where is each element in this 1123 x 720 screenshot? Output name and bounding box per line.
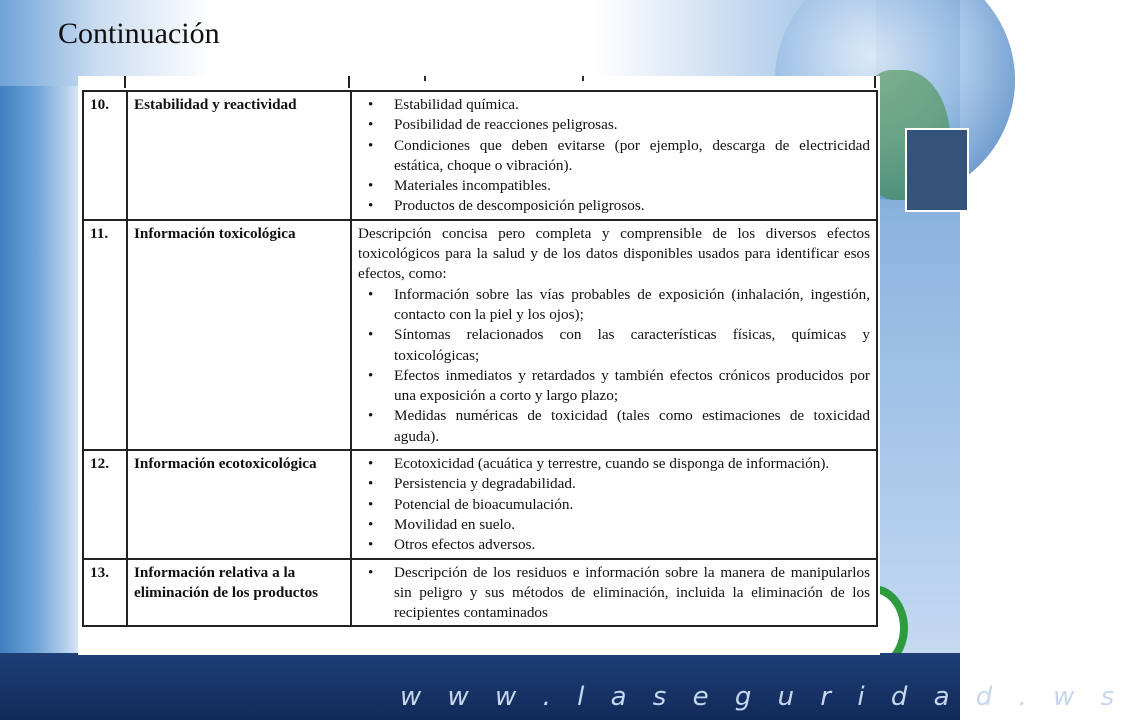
document-scan <box>78 76 880 655</box>
bullet-item: • Posibilidad de reacciones peligrosas. <box>358 115 870 135</box>
bullet-item: • Descripción de los residuos e información sobre la manera de manipularlos sin peligro y sus métodos de eliminación, incluida la eliminación de los recipientes contaminados <box>358 563 870 624</box>
bullet-item: • Movilidad en suelo. <box>358 515 870 535</box>
cut-text-fragment <box>582 76 584 81</box>
table-row <box>83 559 877 627</box>
bullet-item: • Condiciones que deben evitarse (por ejemplo, descarga de electricidad estática, choque o vibración). <box>358 136 870 177</box>
bullet-item: • Información sobre las vías probables de exposición (inhalación, ingestión, contacto con la piel y los ojos); <box>358 285 870 326</box>
bullet-item: • Persistencia y degradabilidad. <box>358 474 870 494</box>
section-description <box>351 559 877 627</box>
section-title: Información toxicológica <box>127 220 351 450</box>
section-description <box>351 450 877 558</box>
cut-text-fragment <box>424 76 426 81</box>
description-intro: Descripción concisa pero completa y comprensible de los diversos efectos toxicológicos para la salud y de los datos disponibles usados para identificar esos efectos, como: <box>358 224 870 283</box>
slide-title: Continuación <box>58 17 220 50</box>
bullet-list <box>358 95 870 217</box>
section-number: 11. <box>83 220 127 450</box>
table-row <box>83 450 877 558</box>
website-url: w w w . l a s e g u r i d a d . w s <box>400 682 1123 712</box>
bullet-item: • Medidas numéricas de toxicidad (tales como estimaciones de toxicidad aguda). <box>358 406 870 447</box>
bullet-item: • Ecotoxicidad (acuática y terrestre, cuando se disponga de información). <box>358 454 870 474</box>
table-body <box>83 91 877 626</box>
section-title: Estabilidad y reactividad <box>127 91 351 220</box>
bullet-list <box>358 563 870 624</box>
cut-line <box>874 76 876 88</box>
bullet-list <box>358 285 870 447</box>
section-title: Información ecotoxicológica <box>127 450 351 558</box>
safety-data-sheet-table <box>82 90 878 627</box>
section-number: 12. <box>83 450 127 558</box>
cut-off-previous-row <box>78 76 880 90</box>
bullet-item: • Síntomas relacionados con las características físicas, químicas y toxicológicas; <box>358 325 870 366</box>
section-description <box>351 91 877 220</box>
section-description <box>351 220 877 450</box>
bullet-item: • Potencial de bioacumulación. <box>358 495 870 515</box>
cut-line <box>124 76 126 88</box>
bullet-item: • Otros efectos adversos. <box>358 535 870 555</box>
section-number: 10. <box>83 91 127 220</box>
bullet-list <box>358 454 870 555</box>
photo-thumbnail <box>905 128 969 212</box>
cut-line <box>348 76 350 88</box>
section-title: Información relativa a la eliminación de los productos <box>127 559 351 627</box>
bullet-item: • Efectos inmediatos y retardados y también efectos crónicos producidos por una exposición a corto y largo plazo; <box>358 366 870 407</box>
section-number: 13. <box>83 559 127 627</box>
bullet-item: • Productos de descomposición peligrosos. <box>358 196 870 216</box>
bullet-item: • Materiales incompatibles. <box>358 176 870 196</box>
table-row <box>83 220 877 450</box>
background-left-band <box>0 0 80 655</box>
bullet-item: • Estabilidad química. <box>358 95 870 115</box>
table-row <box>83 91 877 220</box>
